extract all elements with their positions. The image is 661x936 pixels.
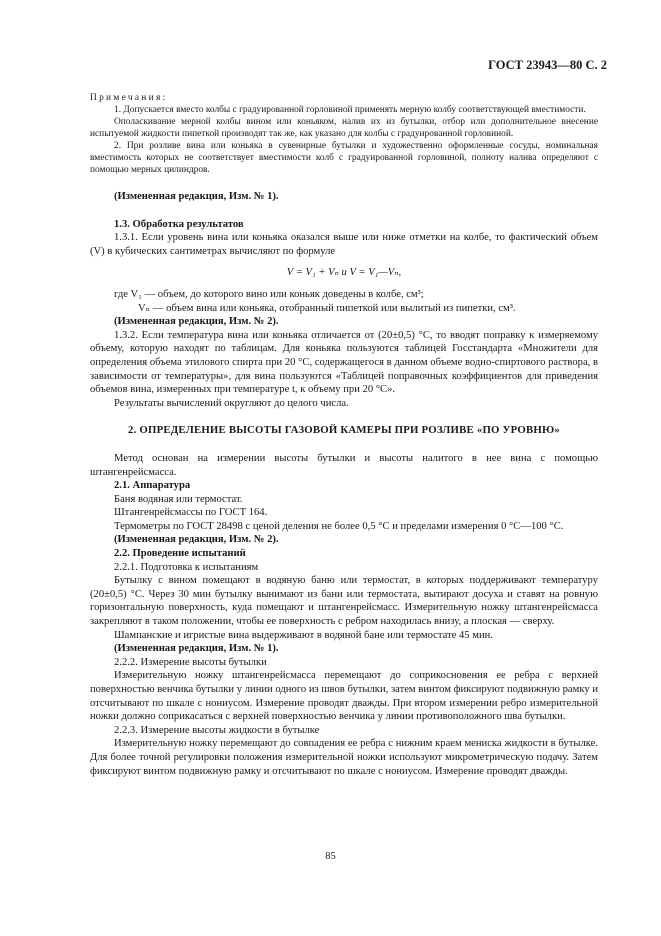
page-number: 85 xyxy=(325,851,336,862)
subsection-title: 2.2.1. Подготовка к испытаниям xyxy=(114,561,259,573)
paragraph: 1.3.2. Если температура вина или коньяка отличается от (20±0,5) °С, то вводят поправку к измеряемому объему, которую находят по таблицам. Для коньяка пользуются таблицей Госстандарта «Множители для определения объема этилового спирта при 20 °С, содержащегося в данном объеме водно-спиртового раствора, в зависимости от температуры», для вина пользуются «Таблицей поправочных коэффициентов для приведения объемов вина, измеренных при температуре t, к объему при 20 °С». xyxy=(90,329,598,396)
note-1b: Ополаскивание мерной колбы вином или коньяком, налив их из бутылки, отбор или дополнительное внесение испытуемой жидкости пипеткой производят так же, как указано для колбы с градуированной горловиной. xyxy=(90,117,598,139)
paragraph: Шампанские и игристые вина выдерживают в водяной бане или термостате 45 мин. xyxy=(114,629,493,641)
subsection-title: 2.2. Проведение испытаний xyxy=(114,548,246,560)
paragraph: Метод основан на измерении высоты бутылки и высоты налитого в нее вина с помощью штангенрейсмасса. xyxy=(90,452,598,478)
formula-legend: Vₙ — объем вина или коньяка, отобранный пипеткой или вылитый из пипетки, см³. xyxy=(138,302,516,314)
notes-title: Примечания: xyxy=(90,93,168,103)
page-body xyxy=(90,92,598,778)
formula: V = V₁ + Vₙ и V = V₁—Vₙ, xyxy=(286,267,402,279)
section-title: 1.3. Обработка результатов xyxy=(114,218,244,230)
section-heading: 2. ОПРЕДЕЛЕНИЕ ВЫСОТЫ ГАЗОВОЙ КАМЕРЫ ПРИ РОЗЛИВЕ «ПО УРОВНЮ» xyxy=(128,424,560,437)
paragraph: Измерительную ножку штангенрейсмасса перемещают до соприкосновения ее ребра с верхней поверхностью венчика бутылки у линии одного из швов бутылки, затем винтом фиксируют подвижную рамку и отсчитывают по шкале с нониусом. Измерение проводят дважды. При втором измерении ребро измерительной ножки должно соприкасаться с верхней поверхностью венчика у линии противоположного шва бутылки. xyxy=(90,670,598,723)
paragraph: Бутылку с вином помещают в водяную баню или термостат, в которых поддерживают температуру (20±0,5) °С. Через 30 мин бутылку вынимают из бани или термостата, вытирают досуха и ставят на ровную горизонтальную поверхность, куда помещают и штангенрейсмасс. Измерительную ножку штангенрейсмасса закрепляют в таком положении, чтобы ее поверхность с ребром находилась внизу, а плоская — сверху. xyxy=(90,575,598,628)
subsection-title: 2.1. Аппаратура xyxy=(114,480,191,492)
revision-note: (Измененная редакция, Изм. № 1). xyxy=(114,191,279,202)
note-1: 1. Допускается вместо колбы с градуированной горловиной применять мерную колбу соответствующей вместимости. xyxy=(114,105,586,115)
revision-note: (Измененная редакция, Изм. № 2). xyxy=(114,534,279,546)
paragraph: 1.3.1. Если уровень вина или коньяка оказался выше или ниже отметки на колбе, то фактический объем (V) в кубических сантиметрах вычисляют по формуле xyxy=(90,232,598,257)
document-header: ГОСТ 23943—80 С. 2 xyxy=(488,58,607,72)
paragraph: Термометры по ГОСТ 28498 с ценой деления не более 0,5 °С и пределами измерения 0 °С—100 °С. xyxy=(114,520,564,532)
revision-note: (Измененная редакция, Изм. № 2). xyxy=(114,316,279,328)
paragraph: Измерительную ножку перемещают до совпадения ее ребра с нижним краем мениска жидкости в бутылке. Для более точной регулировки положения измерительной ножки используют микрометрическую подачу. Затем фиксируют винтом подвижную рамку и отсчитывают по шкале с нониусом. Измерение проводят дважды. xyxy=(90,738,598,777)
formula-legend: где V₁ — объем, до которого вино или коньяк доведены в колбе, см³; xyxy=(114,288,424,300)
paragraph: Результаты вычислений округляют до целого числа. xyxy=(114,397,349,409)
subsection-title: 2.2.2. Измерение высоты бутылки xyxy=(114,656,267,668)
subsection-title: 2.2.3. Измерение высоты жидкости в бутылке xyxy=(114,724,320,736)
paragraph: Баня водяная или термостат. xyxy=(114,493,243,505)
paragraph: Штангенрейсмассы по ГОСТ 164. xyxy=(114,507,268,519)
note-2: 2. При розливе вина или коньяка в сувенирные бутылки и художественно оформленные сосуды, номинальная вместимость которых не соответствует вместимости колб с градуированной горловиной, полноту налива определяют с помощью мерных цилиндров. xyxy=(90,141,598,175)
revision-note: (Измененная редакция, Изм. № 1). xyxy=(114,643,279,655)
